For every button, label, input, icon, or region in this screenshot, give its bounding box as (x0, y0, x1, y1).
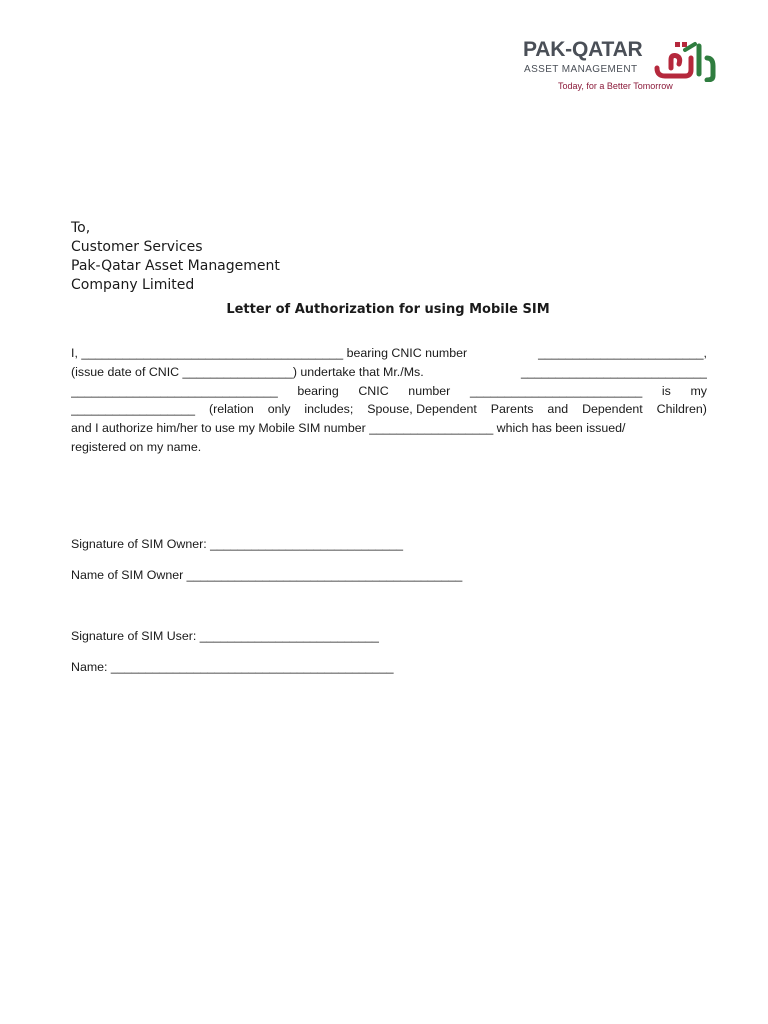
sim-user-signature-field: Signature of SIM User: __________________________ (71, 629, 379, 643)
sim-owner-name-field: Name of SIM Owner ________________________________________ (71, 568, 463, 582)
company-logo (523, 38, 723, 98)
letter-title: Letter of Authorization for using Mobile SIM (226, 302, 550, 317)
sim-user-name-field: Name: _________________________________________ (71, 660, 394, 674)
logo-subtitle: ASSET MANAGEMENT (524, 64, 638, 75)
paragraph-line-6: registered on my name. (71, 439, 202, 454)
address-line-2: Pak-Qatar Asset Management (71, 258, 280, 274)
paragraph-line-1: I, ______________________________________ bearing CNIC number ________________________, (71, 346, 707, 360)
paragraph-line-2: (issue date of CNIC ________________) undertake that Mr./Ms. ___________________________ (71, 364, 707, 379)
address-line-1: Customer Services (71, 239, 203, 255)
paragraph-line-5: and I authorize him/her to use my Mobile SIM number __________________ which has been issued/ (71, 421, 626, 436)
paragraph-line-3: ______________________________ bearing CNIC number _________________________ is my (71, 383, 707, 398)
logo-wordmark: PAK-QATAR (523, 38, 643, 61)
paragraph-line-4: __________________ (relation only includes; Spouse, Dependent Parents and Dependent Children) (71, 402, 707, 417)
logo-tagline: Today, for a Better Tomorrow (558, 81, 673, 91)
sim-owner-signature-field: Signature of SIM Owner: ____________________________ (71, 537, 404, 551)
urdu-wordmark-icon (651, 38, 717, 82)
address-line-3: Company Limited (71, 277, 195, 293)
recipient-address (71, 219, 280, 295)
address-to: To, (71, 220, 91, 236)
authorization-paragraph (71, 344, 707, 457)
